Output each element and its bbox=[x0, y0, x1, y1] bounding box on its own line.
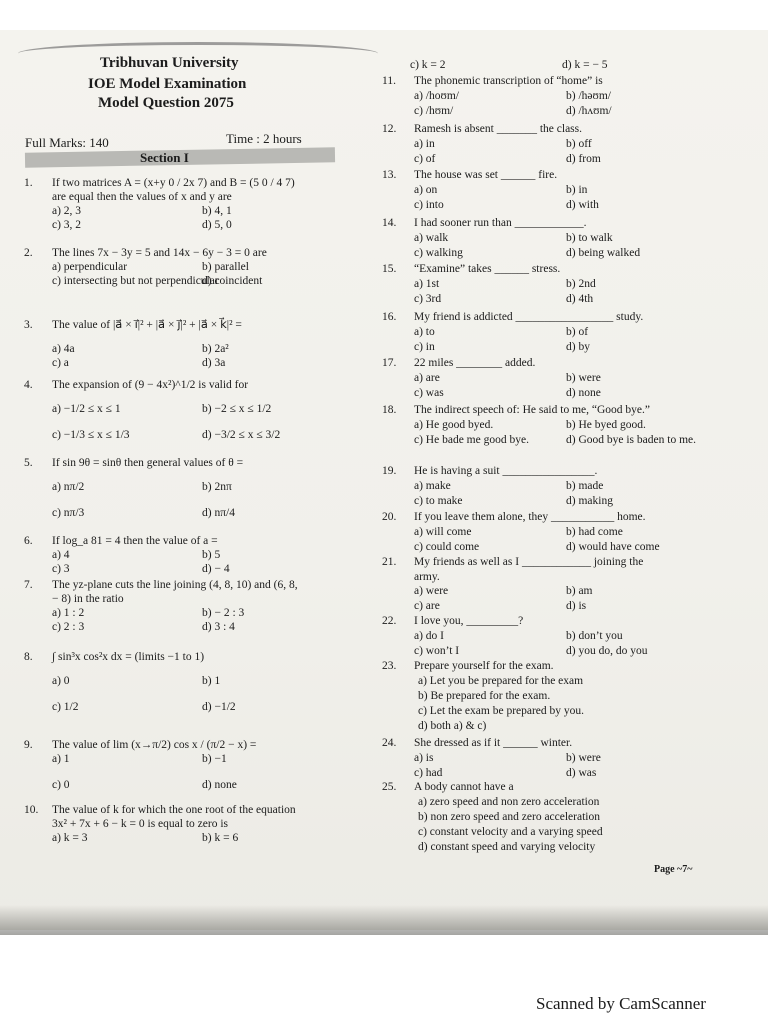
option-b: b) parallel bbox=[202, 261, 249, 273]
option-a: a) in bbox=[414, 138, 435, 150]
question-number: 11. bbox=[382, 75, 396, 87]
option-c: c) nπ/3 bbox=[52, 507, 85, 519]
option-a: a) walk bbox=[414, 232, 449, 244]
option-c: c) had bbox=[414, 767, 443, 779]
option-c: c) 2 : 3 bbox=[52, 621, 85, 633]
option-a: a) 4a bbox=[52, 343, 75, 355]
option-a: a) 1 bbox=[52, 753, 70, 765]
option-a: a) 0 bbox=[52, 675, 70, 687]
question-number: 2. bbox=[24, 247, 33, 259]
option-c: c) into bbox=[414, 199, 444, 211]
option-b: b) were bbox=[566, 752, 601, 764]
option-c: c) walking bbox=[414, 247, 463, 259]
question-number: 7. bbox=[24, 579, 33, 591]
option-a: a) is bbox=[414, 752, 434, 764]
question-stem: The yz-plane cuts the line joining (4, 8, 10) and (6, 8, bbox=[52, 579, 298, 591]
option-d: d) by bbox=[566, 341, 590, 353]
question-number: 4. bbox=[24, 379, 33, 391]
option-a: a) will come bbox=[414, 526, 472, 538]
option-b: b) of bbox=[566, 326, 589, 338]
option-b: b) 4, 1 bbox=[202, 205, 232, 217]
option-c: c) could come bbox=[414, 541, 480, 553]
question-stem: The expansion of (9 − 4x²)^1/2 is valid for bbox=[52, 379, 249, 391]
option-b: b) am bbox=[566, 585, 593, 597]
question-stem: Prepare yourself for the exam. bbox=[414, 660, 554, 672]
question-number: 15. bbox=[382, 263, 397, 275]
full-marks: Full Marks: 140 bbox=[25, 135, 109, 150]
option-d: d) both a) & c) bbox=[418, 720, 487, 732]
scanner-watermark: Scanned by CamScanner bbox=[536, 994, 706, 1013]
option-a: a) zero speed and non zero acceleration bbox=[418, 796, 600, 808]
question-stem: A body cannot have a bbox=[414, 781, 514, 793]
option-c: c) in bbox=[414, 341, 435, 353]
question-stem: If log_a 81 = 4 then the value of a = bbox=[52, 535, 218, 547]
option-b: b) off bbox=[566, 138, 592, 150]
question-number: 12. bbox=[382, 123, 397, 135]
question-stem: My friend is addicted _________________ study. bbox=[414, 311, 644, 323]
option-a: a) do I bbox=[414, 630, 445, 642]
question-stem: My friends as well as I ____________ joining the bbox=[414, 556, 644, 568]
question-number: 3. bbox=[24, 319, 33, 331]
question-number: 16. bbox=[382, 311, 397, 323]
option-d: d) from bbox=[566, 153, 601, 165]
option-b: b) /həʊm/ bbox=[566, 90, 611, 102]
option-c: c) −1/3 ≤ x ≤ 1/3 bbox=[52, 429, 130, 441]
option-d: d) 4th bbox=[566, 293, 594, 305]
option-c: c) to make bbox=[414, 495, 463, 507]
question-stem: ∫ sin³x cos²x dx = (limits −1 to 1) bbox=[52, 651, 205, 663]
option-d: d) −3/2 ≤ x ≤ 3/2 bbox=[202, 429, 281, 441]
option-b: b) 1 bbox=[202, 675, 221, 687]
option-d: d) was bbox=[566, 767, 597, 779]
option-a: a) He good byed. bbox=[414, 419, 494, 431]
option-a: a) Let you be prepared for the exam bbox=[418, 675, 584, 687]
question-number: 8. bbox=[24, 651, 33, 663]
option-a: a) are bbox=[414, 372, 440, 384]
option-c: c) intersecting but not perpendicular bbox=[52, 275, 219, 287]
option-d: d) would have come bbox=[566, 541, 660, 553]
question-number: 10. bbox=[24, 804, 39, 816]
option-d: d) 3 : 4 bbox=[202, 621, 235, 633]
option-d: d) Good bye is baden to me. bbox=[566, 434, 696, 446]
question-stem: The lines 7x − 3y = 5 and 14x − 6y − 3 = 0 are bbox=[52, 247, 267, 259]
option-b: b) don’t you bbox=[566, 630, 623, 642]
option-d: d) constant speed and varying velocity bbox=[418, 841, 596, 853]
option-c: c) constant velocity and a varying speed bbox=[418, 826, 603, 838]
option-d: d) 5, 0 bbox=[202, 219, 232, 231]
question-stem: If you leave them alone, they ___________ home. bbox=[414, 511, 646, 523]
option-d: d) coincident bbox=[202, 275, 263, 287]
option-b: b) in bbox=[566, 184, 588, 196]
option-b: b) He byed good. bbox=[566, 419, 646, 431]
q10-option-c: c) k = 2 bbox=[410, 59, 446, 71]
option-a: a) perpendicular bbox=[52, 261, 128, 273]
question-number: 24. bbox=[382, 737, 397, 749]
question-number: 19. bbox=[382, 465, 397, 477]
question-number: 6. bbox=[24, 535, 33, 547]
option-d: d) being walked bbox=[566, 247, 641, 259]
option-a: a) on bbox=[414, 184, 438, 196]
question-stem: Ramesh is absent _______ the class. bbox=[414, 123, 583, 135]
option-c: c) 3 bbox=[52, 563, 70, 575]
question-stem: If sin 9θ = sinθ then general values of θ = bbox=[52, 457, 244, 469]
option-c: c) 0 bbox=[52, 779, 70, 791]
question-stem: I had sooner run than ____________. bbox=[414, 217, 587, 229]
option-d: d) is bbox=[566, 600, 587, 612]
option-a: a) 1 : 2 bbox=[52, 607, 85, 619]
option-b: b) −1 bbox=[202, 753, 227, 765]
exam-name: IOE Model Examination bbox=[88, 76, 247, 92]
option-c: c) 3, 2 bbox=[52, 219, 82, 231]
option-a: a) 1st bbox=[414, 278, 440, 290]
question-stem: She dressed as if it ______ winter. bbox=[414, 737, 573, 749]
question-stem: The value of lim (x→π/2) cos x / (π/2 − x) = bbox=[52, 739, 257, 751]
question-number: 21. bbox=[382, 556, 397, 568]
option-d: d) with bbox=[566, 199, 599, 211]
question-stem: The indirect speech of: He said to me, “Good bye.” bbox=[414, 404, 650, 416]
question-number: 18. bbox=[382, 404, 397, 416]
option-c: c) a bbox=[52, 357, 69, 369]
question-number: 5. bbox=[24, 457, 33, 469]
q10-option-d: d) k = − 5 bbox=[562, 59, 608, 71]
question-number: 17. bbox=[382, 357, 397, 369]
option-b: b) 2nd bbox=[566, 278, 596, 290]
exam-title: Model Question 2075 bbox=[98, 95, 234, 111]
option-b: b) were bbox=[566, 372, 601, 384]
question-stem-cont: − 8) in the ratio bbox=[52, 593, 124, 605]
page-edge-shadow bbox=[0, 905, 768, 935]
question-stem-cont: 3x² + 7x + 6 − k = 0 is equal to zero is bbox=[52, 818, 228, 830]
option-b: b) non zero speed and zero acceleration bbox=[418, 811, 600, 823]
question-number: 22. bbox=[382, 615, 397, 627]
option-a: a) make bbox=[414, 480, 451, 492]
question-number: 23. bbox=[382, 660, 397, 672]
option-a: a) to bbox=[414, 326, 435, 338]
option-d: d) 3a bbox=[202, 357, 226, 369]
question-number: 1. bbox=[24, 177, 33, 189]
option-d: d) none bbox=[202, 779, 237, 791]
section-title: Section I bbox=[140, 150, 189, 165]
option-b: b) 2nπ bbox=[202, 481, 232, 493]
option-d: d) − 4 bbox=[202, 563, 230, 575]
question-stem: I love you, _________? bbox=[414, 615, 524, 627]
question-stem: 22 miles ________ added. bbox=[414, 357, 536, 369]
option-c: c) 1/2 bbox=[52, 701, 79, 713]
option-b: b) k = 6 bbox=[202, 832, 239, 844]
option-b: b) 5 bbox=[202, 549, 221, 561]
time-allowed: Time : 2 hours bbox=[226, 131, 302, 146]
option-a: a) 4 bbox=[52, 549, 70, 561]
option-d: d) making bbox=[566, 495, 613, 507]
option-b: b) Be prepared for the exam. bbox=[418, 690, 551, 702]
option-c: c) of bbox=[414, 153, 436, 165]
option-b: b) 2a² bbox=[202, 343, 229, 355]
question-stem: The phonemic transcription of “home” is bbox=[414, 75, 603, 87]
question-stem: “Examine” takes ______ stress. bbox=[414, 263, 561, 275]
option-a: a) nπ/2 bbox=[52, 481, 85, 493]
question-stem: The value of k for which the one root of the equation bbox=[52, 804, 296, 816]
option-c: c) Let the exam be prepared by you. bbox=[418, 705, 585, 717]
option-d: d) nπ/4 bbox=[202, 507, 235, 519]
question-stem: He is having a suit ________________. bbox=[414, 465, 598, 477]
option-a: a) were bbox=[414, 585, 449, 597]
option-b: b) −2 ≤ x ≤ 1/2 bbox=[202, 403, 272, 415]
question-number: 13. bbox=[382, 169, 397, 181]
question-stem-cont: are equal then the values of x and y are bbox=[52, 191, 232, 203]
option-c: c) are bbox=[414, 600, 440, 612]
option-c: c) He bade me good bye. bbox=[414, 434, 529, 446]
page-number: Page ~7~ bbox=[654, 864, 693, 875]
option-d: d) none bbox=[566, 387, 601, 399]
question-stem: If two matrices A = (x+y 0 / 2x 7) and B = (5 0 / 4 7) bbox=[52, 177, 295, 189]
option-a: a) −1/2 ≤ x ≤ 1 bbox=[52, 403, 121, 415]
question-stem: The value of |a⃗ × i⃗|² + |a⃗ × j⃗|² + |a⃗ × k⃗|² = bbox=[52, 319, 242, 331]
question-number: 14. bbox=[382, 217, 397, 229]
option-a: a) k = 3 bbox=[52, 832, 88, 844]
university-name: Tribhuvan University bbox=[100, 55, 239, 71]
option-b: b) to walk bbox=[566, 232, 613, 244]
option-c: c) won’t I bbox=[414, 645, 460, 657]
question-number: 20. bbox=[382, 511, 397, 523]
question-number: 25. bbox=[382, 781, 397, 793]
option-d: d) /hʌʊm/ bbox=[566, 105, 612, 117]
option-c: c) was bbox=[414, 387, 444, 399]
question-number: 9. bbox=[24, 739, 33, 751]
option-c: c) /hʊm/ bbox=[414, 105, 454, 117]
option-d: d) −1/2 bbox=[202, 701, 236, 713]
option-b: b) − 2 : 3 bbox=[202, 607, 245, 619]
question-stem-cont: army. bbox=[414, 571, 440, 583]
option-b: b) made bbox=[566, 480, 604, 492]
option-c: c) 3rd bbox=[414, 293, 442, 305]
option-a: a) /hoʊm/ bbox=[414, 90, 459, 102]
question-stem: The house was set ______ fire. bbox=[414, 169, 558, 181]
option-b: b) had come bbox=[566, 526, 623, 538]
option-a: a) 2, 3 bbox=[52, 205, 82, 217]
option-d: d) you do, do you bbox=[566, 645, 648, 657]
